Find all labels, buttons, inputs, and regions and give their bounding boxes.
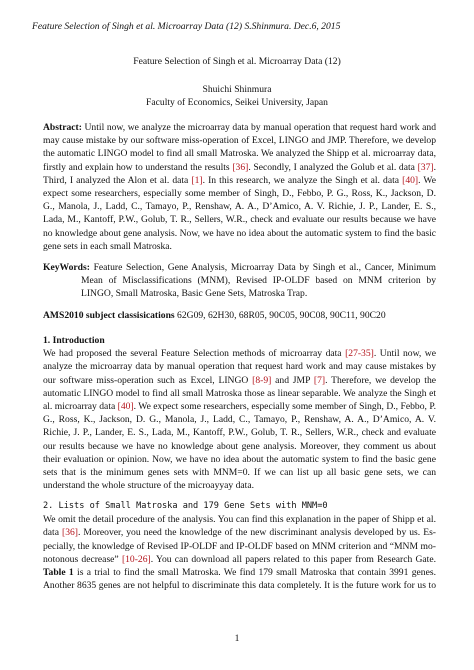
section-heading: 1. Introduction — [43, 335, 105, 346]
keywords-label: KeyWords: — [43, 262, 90, 273]
citation-link[interactable]: [36] — [62, 527, 78, 539]
page-number: 1 — [234, 633, 240, 644]
citation-link[interactable]: [36] — [232, 161, 249, 173]
citation-link[interactable]: [10-26] — [121, 553, 151, 565]
section-heading: 2. Lists of Small Matroska and 179 Gene Sets with MNM=0 — [43, 501, 328, 511]
citation-link[interactable]: [27-35] — [345, 348, 374, 360]
running-header: Feature Selection of Singh et al. Microarray Data (12) S.Shinmura. Dec.6, 2015 — [32, 21, 341, 32]
citation-link[interactable]: [7] — [313, 374, 326, 386]
abstract: Abstract: Until now, we analyze the microarray data by manual operation that request hard work and may cause mistake by our software miss-operation of Excel, LINGO and JMP. Therefore, we develop the automatic LINGO model to find all small Matroska. We analyzed the Shipp et al. microarray data, firstly and explain how to understand the results [36]. Secondly, I analyzed the Golub et al. data [37]. Third, I analyzed the Alon et al. data [1]. In this research, we analyze the Singh et al. data [40]. We expect some researchers, especially some member of Singh, D., Febbo, P. G., Ross, K., Jackson, D. G., Manola, J., Ladd, C., Tamayo, P., Renshaw, A. A., D’Amico, A. V. Richie, J. P., Lander, E. S., Lada, M., Kantoff, P.W., Golub, T. R., Sellers, W.R., check and evaluate our results because we have no knowledge about gene analysis. Now, we have no idea about the automatic system to find the basic gene sets in each small Matroska. — [43, 122, 436, 252]
table-reference: Table 1 — [43, 567, 74, 579]
citation-link[interactable]: [40] — [117, 401, 134, 413]
citation-link[interactable]: [8-9] — [252, 374, 272, 386]
citation-link[interactable]: [40] — [402, 174, 419, 186]
author-name: Shuichi Shinmura — [202, 84, 272, 95]
author-affiliation: Faculty of Economics, Seikei University, Japan — [146, 97, 328, 108]
abstract-label: Abstract: — [43, 122, 82, 133]
ams-classification: AMS2010 subject classisications 62G09, 62H30, 68R05, 90C05, 90C08, 90C11, 90C20 — [43, 310, 386, 321]
section-lists: 2. Lists of Small Matroska and 179 Gene Sets with MNM=0 We omit the detail procedure of the analysis. You can find this explanation in the paper of Shipp et al. data [36]. Moreover, you need the knowledge of the new discriminant analysis developed by us. Es- pecially, the knowledge of Revised IP-OLDF and IP-OLDF based on MNM criterion and “MNM mo- notonous decrease” [10-26]. You can download all papers related to this paper from Research Gate. Table 1 is a trial to find the small Matroska. We find 179 small Matroska that contain 3991 genes. Another 8635 genes are not helpful to discriminate this data completely. It is the future work for us to — [43, 501, 436, 592]
section-introduction: 1. Introduction We had proposed the several Feature Selection methods of microarray data [27-35]. Until now, we analyze the microarray data by manual operation that request hard work and may cause mistakes by our software miss-operation such as Excel, LINGO [8-9] and JMP [7]. Therefore, we develop the automatic LINGO model to find all small Matroska those as linear separable. We analyze the Singh et al. microarray data [40]. We expect some researchers, especially some member of Singh, D., Febbo, P. G., Ross, K., Jackson, D. G., Manola, J., Ladd, C., Tamayo, P., Renshaw, A. A., D’Amico, A. V. Richie, J. P., Lander, E. S., Lada, M., Kantoff, P.W., Golub, T. R., Sellers, W.R., check and evaluate our results because we have no knowledge about gene analysis. Moreover, they comment us about their evaluation or opinion. Now, we have no idea about the automatic system to find the basic gene sets that is the minimum genes sets with MNM=0. If we can list up all basic gene sets, we can understand the whole structure of the microayyay data. — [43, 335, 437, 492]
paper-title: Feature Selection of Singh et al. Microarray Data (12) — [133, 56, 341, 67]
citation-link[interactable]: [37] — [417, 161, 434, 173]
keywords: KeyWords: Feature Selection, Gene Analysis, Microarray Data by Singh et al., Cancer, Minimum Mean of Misclassifications (MNM), Revised IP-OLDF based on MNM criterion by LINGO, Small Matroska, Basic Gene Sets, Matroska Trap. — [43, 262, 436, 300]
citation-link[interactable]: [1] — [191, 174, 203, 186]
